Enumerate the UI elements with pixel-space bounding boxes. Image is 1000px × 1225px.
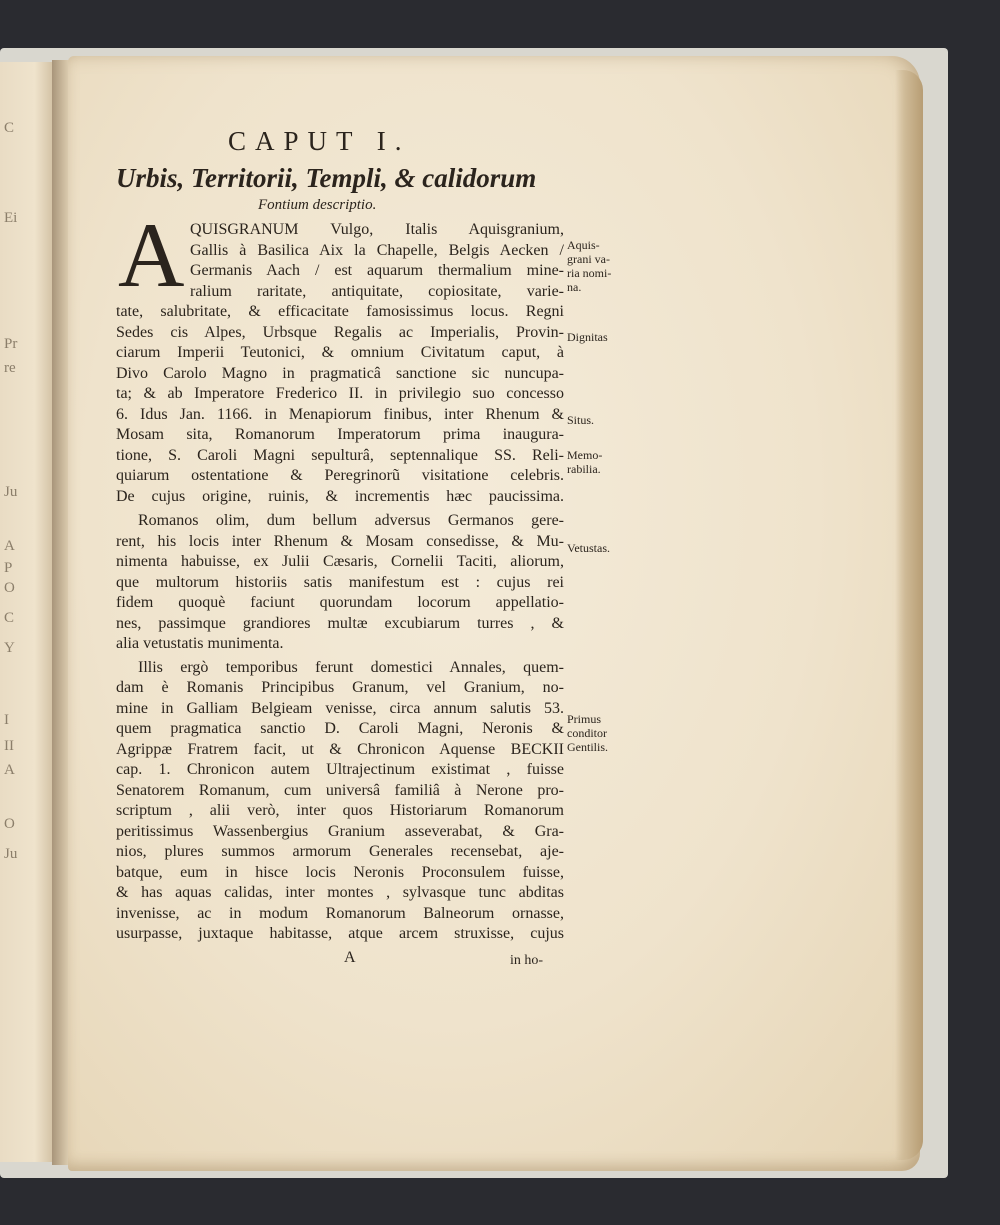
- catchword: in ho-: [510, 953, 544, 968]
- chapter-title-line-2: Fontium descriptio.: [258, 197, 377, 213]
- left-page-fragment: Y: [4, 640, 15, 656]
- body-line: ta; & ab Imperatore Frederico II. in privilegio suo concesso: [116, 385, 564, 402]
- left-page-fragment: A: [4, 538, 15, 554]
- body-line: QUISGRANUM Vulgo, Italis Aquisgranium,: [190, 221, 564, 238]
- body-line: 6. Idus Jan. 1166. in Menapiorum finibus, inter Rhenum &: [116, 405, 564, 423]
- body-line: nimenta habuisse, ex Julii Cæsaris, Cornelii Taciti, aliorum,: [116, 553, 564, 570]
- margin-note-line: na.: [567, 280, 582, 294]
- margin-note-line: conditor: [567, 726, 607, 740]
- margin-note-line: Gentilis.: [567, 740, 608, 754]
- margin-note-line: Vetustas.: [567, 541, 610, 555]
- body-line: quiarum ostentatione & Peregrinorũ visitatione celebris.: [116, 467, 564, 484]
- left-page-fragment: A: [4, 762, 15, 778]
- body-line: que multorum historiis satis manifestum est : cujus rei: [116, 573, 564, 591]
- chapter-heading: CAPUT I.: [228, 126, 411, 156]
- body-line: De cujus origine, ruinis, & incrementis hæc paucissima.: [116, 487, 564, 505]
- left-page-fragment: I: [4, 712, 9, 728]
- body-line: Illis ergò temporibus ferunt domestici Annales, quem-: [138, 658, 564, 676]
- left-page-fragment: Ju: [4, 484, 18, 500]
- body-line: nes, passimque grandiores multæ excubiarum turres , &: [116, 614, 564, 632]
- signature-mark: A: [344, 949, 356, 966]
- left-page-fragment: re: [4, 360, 16, 376]
- margin-note-line: rabilia.: [567, 462, 601, 476]
- left-page-fragment: C: [4, 610, 15, 626]
- left-page-fragment: II: [4, 738, 14, 754]
- body-line: mine in Galliam Belgieam venisse, circa annum salutis 53.: [116, 699, 564, 717]
- left-page: [0, 62, 58, 1162]
- left-page-fragment: O: [4, 816, 15, 832]
- margin-note-line: Dignitas: [567, 330, 608, 344]
- body-line: Agrippæ Fratrem facit, ut & Chronicon Aquense BECKII: [116, 740, 564, 758]
- body-line: usurpasse, juxtaque habitasse, atque arcem struxisse, cujus: [116, 925, 564, 942]
- body-line: quem pragmatica sanctio D. Caroli Magni, Neronis &: [116, 720, 564, 737]
- body-line: tate, salubritate, & efficacitate famosissimus locus. Regni: [116, 303, 564, 320]
- body-line: Gallis à Basilica Aix la Chapelle, Belgis Aecken /: [190, 241, 564, 259]
- margin-note-line: Primus: [567, 712, 602, 726]
- body-line: fidem quoquè faciunt quorundam locorum appellatio-: [116, 594, 564, 611]
- body-line: tione, S. Caroli Magni sepulturâ, septennalique SS. Reli-: [116, 446, 564, 464]
- left-page-fragment: C: [4, 120, 15, 136]
- body-line: invenisse, ac in modum Romanorum Balneorum ornasse,: [116, 904, 564, 922]
- body-line: Sedes cis Alpes, Urbsque Regalis ac Imperialis, Provin-: [116, 323, 564, 341]
- body-line: peritissimus Wassenbergius Granium asseverabat, & Gra-: [116, 822, 564, 840]
- margin-note-line: Memo-: [567, 448, 603, 462]
- margin-note-line: Situs.: [567, 413, 595, 427]
- body-line: alia vetustatis munimenta.: [116, 635, 284, 652]
- body-line: scriptum , alii verò, inter quos Historiarum Romanorum: [116, 802, 564, 819]
- margin-note-line: ria nomi-: [567, 266, 612, 280]
- margin-note: [567, 712, 608, 754]
- left-page-fragment: O: [4, 580, 15, 596]
- margin-note: [567, 541, 610, 555]
- body-line: Romanos olim, dum bellum adversus Germanos gere-: [138, 512, 564, 529]
- margin-note-line: Aquis-: [567, 238, 600, 252]
- body-line: & has aquas calidas, inter montes , sylvasque tunc abditas: [116, 884, 564, 901]
- body-line: Germanis Aach / est aquarum thermalium mine-: [190, 262, 564, 279]
- body-line: batque, eum in hisce locis Neronis Proconsulem fuisse,: [116, 863, 564, 881]
- body-line: Mosam sita, Romanorum Imperatorum prima inaugura-: [116, 426, 564, 443]
- margin-note-line: grani va-: [567, 252, 610, 266]
- chapter-title-line-1: Urbis, Territorii, Templi, & calidorum: [116, 163, 537, 193]
- margin-note: [567, 413, 594, 427]
- body-line: nios, plures summos armorum Generales recensebat, aje-: [116, 843, 564, 860]
- left-page-fragment: Pr: [4, 336, 18, 352]
- margin-note: [567, 330, 608, 344]
- left-page-fragment: Ju: [4, 846, 18, 862]
- margin-note: [567, 448, 602, 476]
- margin-note: [567, 238, 611, 294]
- left-page-fragment: Ei: [4, 210, 18, 226]
- body-line: ciarum Imperii Teutonici, & omnium Civitatum caput, à: [116, 344, 564, 361]
- body-line: Senatorem Romanum, cum universâ familiâ à Nerone pro-: [116, 781, 564, 799]
- body-line: cap. 1. Chronicon autem Ultrajectinum existimat , fuisse: [116, 761, 564, 778]
- left-page-fragment: P: [4, 560, 13, 576]
- body-line: Divo Carolo Magno in pragmaticâ sanctione sic nuncupa-: [116, 364, 564, 382]
- page-edge: [895, 70, 923, 1160]
- body-line: rent, his locis inter Rhenum & Mosam consedisse, & Mu-: [116, 532, 564, 550]
- body-line: dam è Romanis Principibus Granum, vel Granium, no-: [116, 679, 564, 696]
- drop-cap: A: [118, 204, 185, 306]
- body-line: ralium raritate, antiquitate, copiositate, varie-: [190, 282, 564, 300]
